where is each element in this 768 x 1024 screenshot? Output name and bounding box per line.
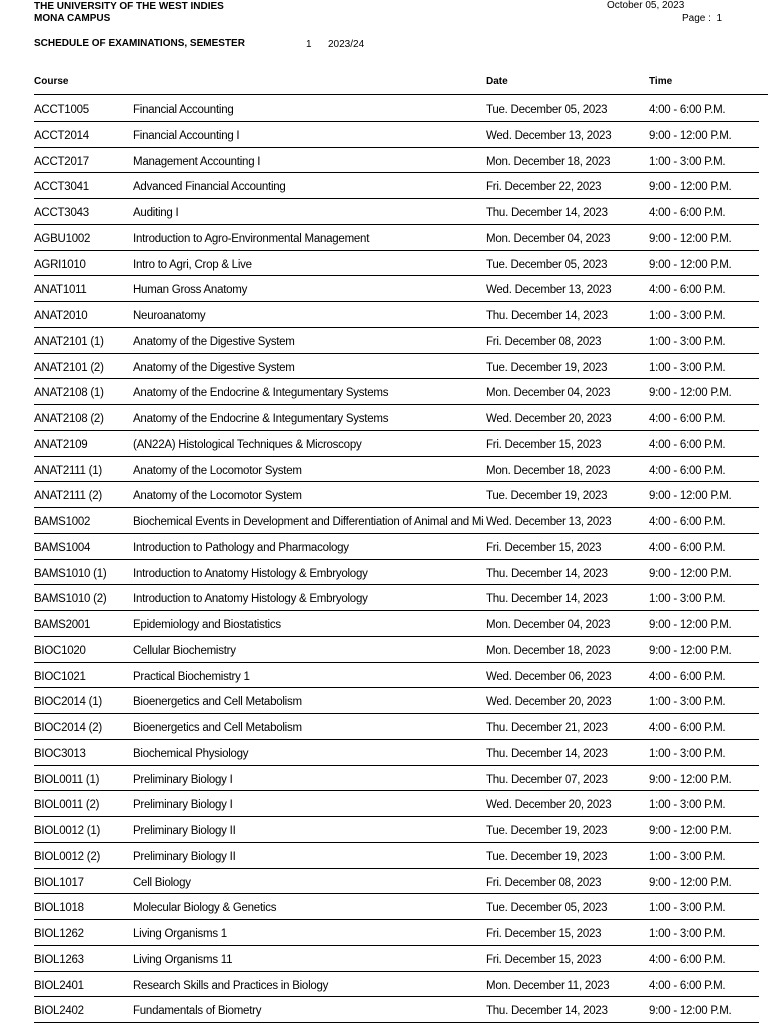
- exam-time: 9:00 - 12:00 P.M.: [649, 258, 732, 271]
- exam-date: Tue. December 19, 2023: [486, 490, 608, 503]
- table-row: [34, 482, 759, 508]
- course-code: BIOL1017: [34, 876, 84, 889]
- exam-date: Fri. December 15, 2023: [486, 541, 602, 554]
- exam-date: Thu. December 21, 2023: [486, 722, 608, 734]
- table-row: [34, 972, 759, 998]
- course-code: ANAT2109: [34, 438, 88, 451]
- exam-schedule-table: [34, 96, 759, 1023]
- exam-date: Thu. December 14, 2023: [486, 1005, 608, 1018]
- course-code: BIOL0012 (1): [34, 825, 101, 837]
- table-row: [34, 328, 759, 354]
- course-title: Cell Biology: [133, 876, 191, 889]
- course-title: Introduction to Pathology and Pharmacology: [133, 541, 349, 554]
- table-row: [34, 688, 759, 714]
- exam-date: Fri. December 15, 2023: [486, 438, 602, 451]
- course-title: Anatomy of the Digestive System: [133, 335, 295, 348]
- report-date: October 05, 2023: [607, 0, 685, 11]
- exam-time: 4:00 - 6:00 P.M.: [649, 284, 726, 297]
- exam-time: 1:00 - 3:00 P.M.: [649, 361, 726, 374]
- course-code: ANAT1011: [34, 284, 87, 297]
- exam-date: Fri. December 08, 2023: [486, 876, 602, 889]
- course-code: BIOL2401: [34, 979, 84, 992]
- exam-date: Wed. December 13, 2023: [486, 516, 612, 528]
- table-row: [34, 817, 759, 843]
- course-title: Anatomy of the Locomotor System: [133, 464, 302, 477]
- table-row: [34, 894, 759, 920]
- exam-time: 4:00 - 6:00 P.M.: [649, 207, 726, 219]
- course-code: BIOL1263: [34, 953, 84, 966]
- exam-time: 4:00 - 6:00 P.M.: [649, 722, 726, 734]
- course-code: BAMS1002: [34, 516, 91, 528]
- course-code: BIOC1021: [34, 670, 86, 683]
- course-title: Anatomy of the Digestive System: [133, 361, 295, 374]
- table-row: [34, 611, 759, 637]
- table-row: [34, 405, 759, 431]
- table-row: [34, 766, 759, 792]
- exam-date: Fri. December 15, 2023: [486, 928, 602, 940]
- exam-date: Wed. December 20, 2023: [486, 799, 612, 812]
- exam-time: 9:00 - 12:00 P.M.: [649, 1005, 732, 1018]
- university-name: THE UNIVERSITY OF THE WEST INDIES: [34, 1, 224, 12]
- exam-date: Wed. December 20, 2023: [486, 696, 612, 709]
- course-title: Financial Accounting: [133, 104, 234, 116]
- exam-time: 4:00 - 6:00 P.M.: [649, 541, 726, 554]
- exam-date: Tue. December 05, 2023: [486, 104, 608, 116]
- table-row: [34, 354, 759, 380]
- exam-time: 4:00 - 6:00 P.M.: [649, 953, 726, 966]
- course-code: ANAT2101 (1): [34, 335, 104, 348]
- exam-date: Wed. December 13, 2023: [486, 284, 612, 297]
- course-code: BIOL0012 (2): [34, 850, 101, 863]
- course-code: BAMS1010 (1): [34, 567, 107, 580]
- course-title: Advanced Financial Accounting: [133, 181, 286, 194]
- table-row: [34, 508, 759, 534]
- table-row: [34, 431, 759, 457]
- table-row: [34, 560, 759, 586]
- course-code: ACCT2017: [34, 155, 89, 168]
- table-row: [34, 997, 759, 1023]
- exam-time: 9:00 - 12:00 P.M.: [649, 773, 732, 786]
- course-title: Financial Accounting I: [133, 129, 240, 142]
- exam-date: Thu. December 07, 2023: [486, 773, 608, 786]
- exam-date: Fri. December 15, 2023: [486, 953, 602, 966]
- column-header-course: Course: [34, 76, 69, 87]
- exam-time: 4:00 - 6:00 P.M.: [649, 438, 726, 451]
- course-title: Introduction to Anatomy Histology & Embryology: [133, 567, 368, 580]
- exam-time: 4:00 - 6:00 P.M.: [649, 104, 726, 116]
- table-row: [34, 276, 759, 302]
- course-code: BIOL2402: [34, 1005, 84, 1018]
- course-title: Molecular Biology & Genetics: [133, 902, 277, 915]
- exam-date: Mon. December 11, 2023: [486, 979, 610, 992]
- course-code: BAMS2001: [34, 619, 91, 631]
- table-row: [34, 457, 759, 483]
- course-code: ANAT2010: [34, 310, 88, 322]
- course-title: Management Accounting I: [133, 155, 261, 168]
- course-title: Auditing I: [133, 207, 179, 219]
- course-title: (AN22A) Histological Techniques & Microscopy: [133, 438, 362, 451]
- exam-time: 9:00 - 12:00 P.M.: [649, 181, 732, 194]
- course-title: Research Skills and Practices in Biology: [133, 979, 329, 992]
- exam-time: 9:00 - 12:00 P.M.: [649, 876, 732, 889]
- table-row: [34, 920, 759, 946]
- table-row: [34, 534, 759, 560]
- exam-time: 1:00 - 3:00 P.M.: [649, 799, 726, 812]
- exam-date: Mon. December 04, 2023: [486, 619, 611, 631]
- course-code: BIOL0011 (2): [34, 799, 100, 812]
- exam-date: Mon. December 18, 2023: [486, 464, 611, 477]
- table-row: [34, 637, 759, 663]
- course-code: ACCT1005: [34, 104, 89, 116]
- course-code: BIOC1020: [34, 644, 86, 657]
- exam-date: Mon. December 18, 2023: [486, 644, 611, 657]
- exam-time: 1:00 - 3:00 P.M.: [649, 928, 726, 940]
- course-title: Cellular Biochemistry: [133, 644, 236, 657]
- course-code: ANAT2111 (1): [34, 464, 102, 477]
- exam-time: 9:00 - 12:00 P.M.: [649, 619, 732, 631]
- exam-date: Wed. December 20, 2023: [486, 413, 612, 425]
- course-title: Human Gross Anatomy: [133, 284, 248, 297]
- exam-time: 1:00 - 3:00 P.M.: [649, 850, 726, 863]
- table-row: [34, 122, 759, 148]
- course-title: Preliminary Biology I: [133, 773, 233, 786]
- exam-date: Thu. December 14, 2023: [486, 593, 608, 606]
- course-title: Preliminary Biology II: [133, 850, 236, 863]
- exam-time: 4:00 - 6:00 P.M.: [649, 464, 726, 477]
- course-title: Bioenergetics and Cell Metabolism: [133, 696, 302, 709]
- page-indicator: [682, 13, 722, 24]
- course-title: Practical Biochemistry 1: [133, 670, 250, 683]
- column-header-time: Time: [649, 76, 673, 87]
- exam-date: Thu. December 14, 2023: [486, 747, 608, 760]
- exam-date: Thu. December 14, 2023: [486, 567, 608, 580]
- course-code: ANAT2101 (2): [34, 361, 104, 374]
- exam-time: 1:00 - 3:00 P.M.: [649, 902, 726, 915]
- page-number: 1: [716, 13, 723, 24]
- course-code: BIOL1262: [34, 928, 84, 940]
- course-code: ANAT2111 (2): [34, 490, 102, 503]
- course-code: ANAT2108 (1): [34, 387, 104, 400]
- table-row: [34, 585, 759, 611]
- exam-time: 4:00 - 6:00 P.M.: [649, 979, 726, 992]
- exam-time: 4:00 - 6:00 P.M.: [649, 413, 726, 425]
- course-code: BIOC2014 (2): [34, 722, 102, 734]
- table-row: [34, 379, 759, 405]
- course-code: BIOL0011 (1): [34, 773, 100, 786]
- course-code: BIOC2014 (1): [34, 696, 102, 709]
- course-code: BAMS1004: [34, 541, 91, 554]
- course-code: ACCT2014: [34, 129, 89, 142]
- exam-time: 1:00 - 3:00 P.M.: [649, 310, 726, 322]
- course-code: BIOC3013: [34, 747, 86, 760]
- course-title: Introduction to Anatomy Histology & Embryology: [133, 593, 368, 606]
- course-code: BAMS1010 (2): [34, 593, 107, 606]
- course-title: Biochemical Events in Development and Differentiation of Animal and Mi: [133, 516, 484, 528]
- exam-time: 1:00 - 3:00 P.M.: [649, 335, 726, 348]
- table-row: [34, 791, 759, 817]
- table-row: [34, 663, 759, 689]
- exam-date: Thu. December 14, 2023: [486, 207, 608, 219]
- exam-time: 9:00 - 12:00 P.M.: [649, 232, 732, 245]
- exam-time: 9:00 - 12:00 P.M.: [649, 644, 732, 657]
- table-row: [34, 869, 759, 895]
- schedule-title: SCHEDULE OF EXAMINATIONS, SEMESTER: [34, 38, 245, 49]
- exam-time: 9:00 - 12:00 P.M.: [649, 129, 732, 142]
- course-title: Living Organisms 11: [133, 953, 233, 966]
- course-code: ACCT3041: [34, 181, 89, 194]
- column-header-date: Date: [486, 76, 508, 87]
- table-row: [34, 946, 759, 972]
- exam-time: 9:00 - 12:00 P.M.: [649, 387, 732, 400]
- course-code: ANAT2108 (2): [34, 413, 104, 425]
- table-row: [34, 843, 759, 869]
- table-row: [34, 225, 759, 251]
- exam-date: Mon. December 04, 2023: [486, 232, 611, 245]
- campus-name: MONA CAMPUS: [34, 13, 111, 24]
- course-code: AGBU1002: [34, 232, 91, 245]
- course-title: Living Organisms 1: [133, 928, 227, 940]
- table-row: [34, 148, 759, 174]
- course-code: BIOL1018: [34, 902, 84, 915]
- semester-number: 1: [306, 39, 312, 50]
- course-title: Epidemiology and Biostatistics: [133, 619, 281, 631]
- exam-time: 9:00 - 12:00 P.M.: [649, 490, 732, 503]
- table-row: [34, 714, 759, 740]
- exam-time: 4:00 - 6:00 P.M.: [649, 670, 726, 683]
- exam-date: Tue. December 19, 2023: [486, 850, 608, 863]
- table-row: [34, 199, 759, 225]
- table-row: [34, 740, 759, 766]
- table-row: [34, 302, 759, 328]
- exam-date: Fri. December 08, 2023: [486, 335, 602, 348]
- course-title: Preliminary Biology II: [133, 825, 236, 837]
- exam-date: Tue. December 19, 2023: [486, 361, 608, 374]
- exam-time: 9:00 - 12:00 P.M.: [649, 567, 732, 580]
- course-code: AGRI1010: [34, 258, 86, 271]
- table-row: [34, 96, 759, 122]
- exam-time: 1:00 - 3:00 P.M.: [649, 747, 726, 760]
- exam-time: 4:00 - 6:00 P.M.: [649, 516, 726, 528]
- exam-date: Wed. December 13, 2023: [486, 129, 612, 142]
- exam-time: 9:00 - 12:00 P.M.: [649, 825, 732, 837]
- course-title: Preliminary Biology I: [133, 799, 233, 812]
- table-row: [34, 251, 759, 277]
- course-code: ACCT3043: [34, 207, 89, 219]
- header-divider: [34, 94, 768, 95]
- course-title: Bioenergetics and Cell Metabolism: [133, 722, 302, 734]
- exam-time: 1:00 - 3:00 P.M.: [649, 155, 726, 168]
- exam-date: Tue. December 05, 2023: [486, 902, 608, 915]
- exam-date: Thu. December 14, 2023: [486, 310, 608, 322]
- exam-date: Mon. December 04, 2023: [486, 387, 611, 400]
- exam-date: Wed. December 06, 2023: [486, 670, 612, 683]
- page-label: Page :: [682, 13, 711, 24]
- exam-date: Tue. December 05, 2023: [486, 258, 608, 271]
- exam-date: Fri. December 22, 2023: [486, 181, 602, 194]
- course-title: Anatomy of the Endocrine & Integumentary Systems: [133, 413, 389, 425]
- exam-date: Tue. December 19, 2023: [486, 825, 608, 837]
- table-row: [34, 173, 759, 199]
- course-title: Anatomy of the Locomotor System: [133, 490, 302, 503]
- course-title: Intro to Agri, Crop & Live: [133, 258, 252, 271]
- exam-time: 1:00 - 3:00 P.M.: [649, 696, 726, 709]
- course-title: Introduction to Agro-Environmental Management: [133, 232, 370, 245]
- exam-date: Mon. December 18, 2023: [486, 155, 611, 168]
- course-title: Anatomy of the Endocrine & Integumentary Systems: [133, 387, 389, 400]
- course-title: Neuroanatomy: [133, 310, 206, 322]
- exam-time: 1:00 - 3:00 P.M.: [649, 593, 726, 606]
- course-title: Biochemical Physiology: [133, 747, 249, 760]
- academic-year: 2023/24: [328, 39, 365, 50]
- course-title: Fundamentals of Biometry: [133, 1005, 262, 1018]
